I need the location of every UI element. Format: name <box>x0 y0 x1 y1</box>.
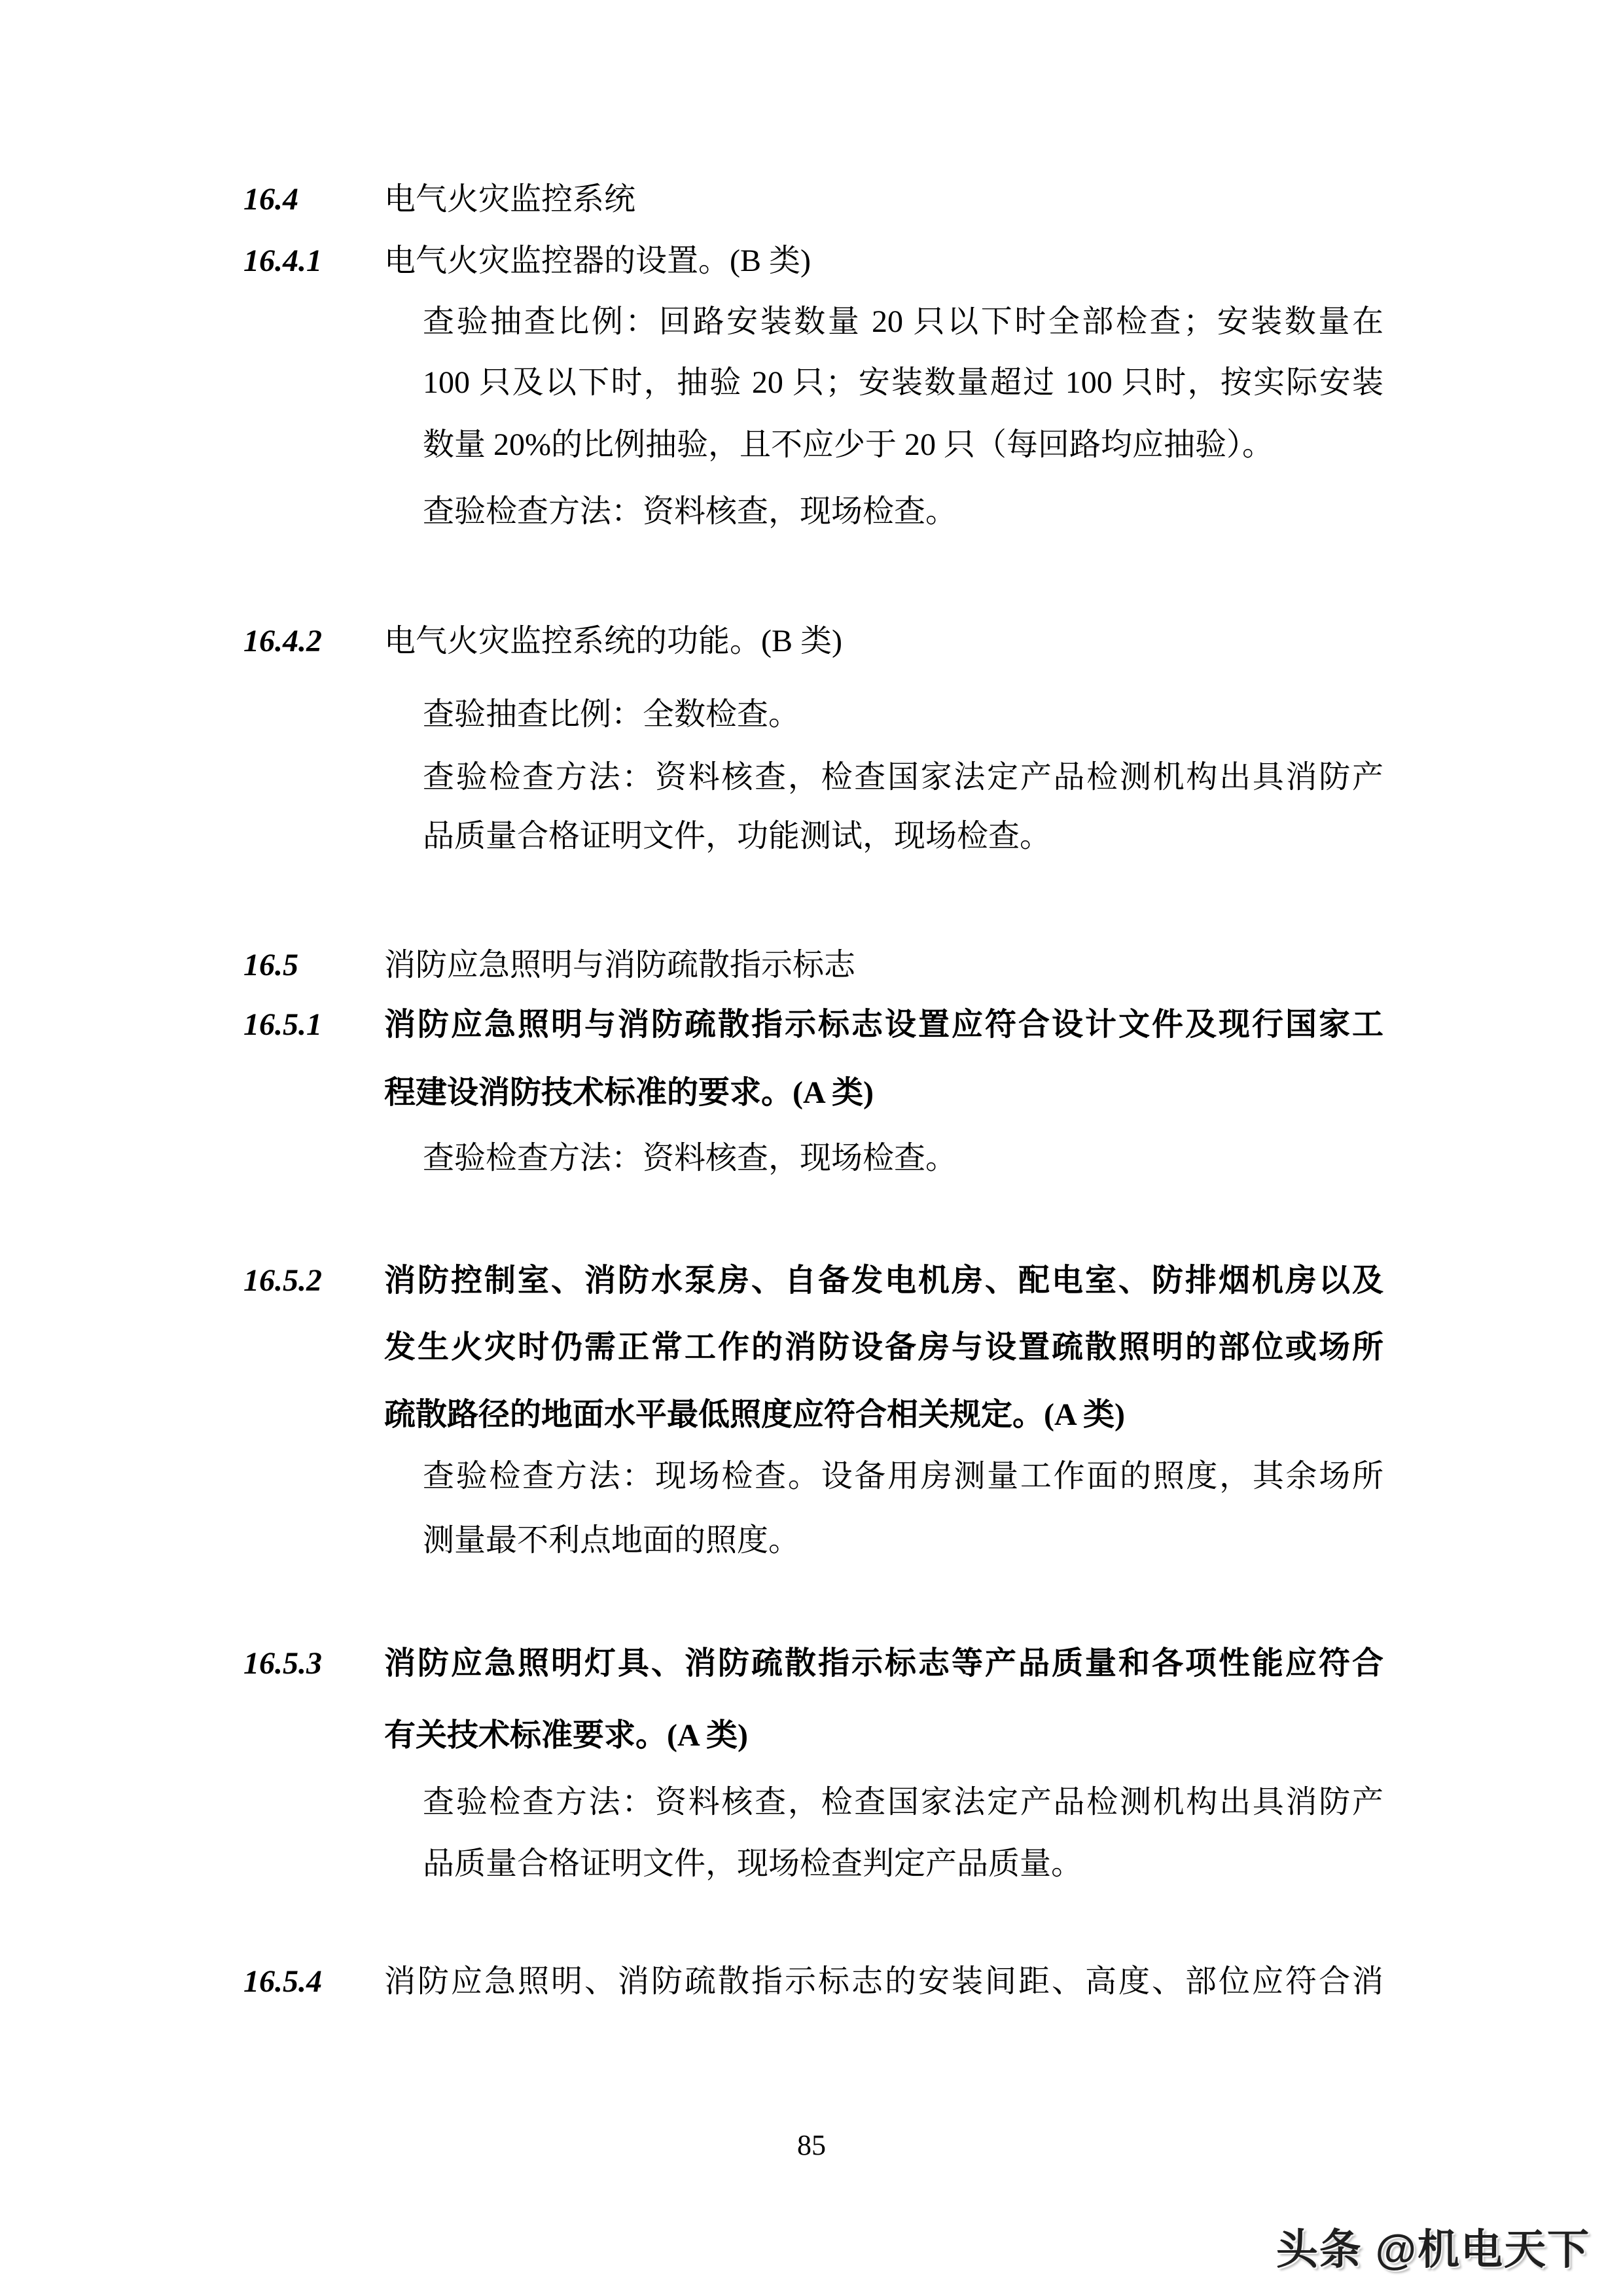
section-title: 消防应急照明灯具、消防疏散指示标志等产品质量和各项性能应符合 <box>384 1646 1383 1681</box>
section-title: 电气火灾监控系统 <box>384 182 636 217</box>
body-line: 查验检查方法：资料核查，现场检查。 <box>423 494 957 529</box>
body-line: 查验抽查比例：全数检查。 <box>423 697 800 732</box>
section-number: 16.4.1 <box>243 243 322 278</box>
section-number: 16.5.1 <box>243 1007 322 1042</box>
section-heading-16-5-4 <box>243 1964 1383 2000</box>
section-title-continuation: 疏散路径的地面水平最低照度应符合相关规定。(A 类) <box>384 1397 1125 1432</box>
section-title-continuation: 发生火灾时仍需正常工作的消防设备房与设置疏散照明的部位或场所 <box>384 1330 1383 1365</box>
body-line: 查验检查方法：现场检查。设备用房测量工作面的照度，其余场所 <box>423 1459 1383 1494</box>
section-title: 消防应急照明、消防疏散指示标志的安装间距、高度、部位应符合消 <box>384 1964 1383 1999</box>
section-title-continuation: 有关技术标准要求。(A 类) <box>384 1718 748 1753</box>
section-number: 16.5.4 <box>243 1964 322 1999</box>
body-line: 品质量合格证明文件，功能测试，现场检查。 <box>423 819 1052 853</box>
body-line: 查验抽查比例：回路安装数量 20 只以下时全部检查；安装数量在 <box>423 304 1383 339</box>
body-line: 查验检查方法：资料核查，检查国家法定产品检测机构出具消防产 <box>423 760 1383 795</box>
body-line: 测量最不利点地面的照度。 <box>423 1523 800 1558</box>
section-number: 16.4 <box>243 182 298 217</box>
section-title: 消防应急照明与消防疏散指示标志设置应符合设计文件及现行国家工 <box>384 1007 1383 1042</box>
body-line: 品质量合格证明文件，现场检查判定产品质量。 <box>423 1846 1083 1881</box>
section-title: 消防控制室、消防水泵房、自备发电机房、配电室、防排烟机房以及 <box>384 1263 1383 1298</box>
section-heading-16-4 <box>243 181 1383 217</box>
toutiao-watermark: 头条 @机电天下 <box>1275 2226 1590 2273</box>
body-line: 数量 20%的比例抽验，且不应少于 20 只（每回路均应抽验）。 <box>423 427 1274 462</box>
body-line: 100 只及以下时，抽验 20 只；安装数量超过 100 只时，按实际安装 <box>423 365 1383 400</box>
section-number: 16.4.2 <box>243 624 322 658</box>
section-number: 16.5.2 <box>243 1263 322 1298</box>
section-title: 电气火灾监控器的设置。(B 类) <box>384 243 811 278</box>
section-heading-16-4-1 <box>243 243 1383 279</box>
section-number: 16.5.3 <box>243 1646 322 1681</box>
section-heading-16-5-3 <box>243 1645 1383 1681</box>
body-line: 查验检查方法：资料核查，检查国家法定产品检测机构出具消防产 <box>423 1785 1383 1820</box>
body-line: 查验检查方法：资料核查，现场检查。 <box>423 1141 957 1175</box>
section-heading-16-5 <box>243 947 1383 983</box>
section-heading-16-5-2 <box>243 1263 1383 1299</box>
section-number: 16.5 <box>243 948 298 982</box>
section-title: 电气火灾监控系统的功能。(B 类) <box>384 624 842 658</box>
section-heading-16-4-2 <box>243 623 1383 659</box>
section-heading-16-5-1 <box>243 1007 1383 1043</box>
section-title: 消防应急照明与消防疏散指示标志 <box>384 948 856 982</box>
page-number: 85 <box>797 2129 826 2161</box>
section-title-continuation: 程建设消防技术标准的要求。(A 类) <box>384 1075 874 1110</box>
